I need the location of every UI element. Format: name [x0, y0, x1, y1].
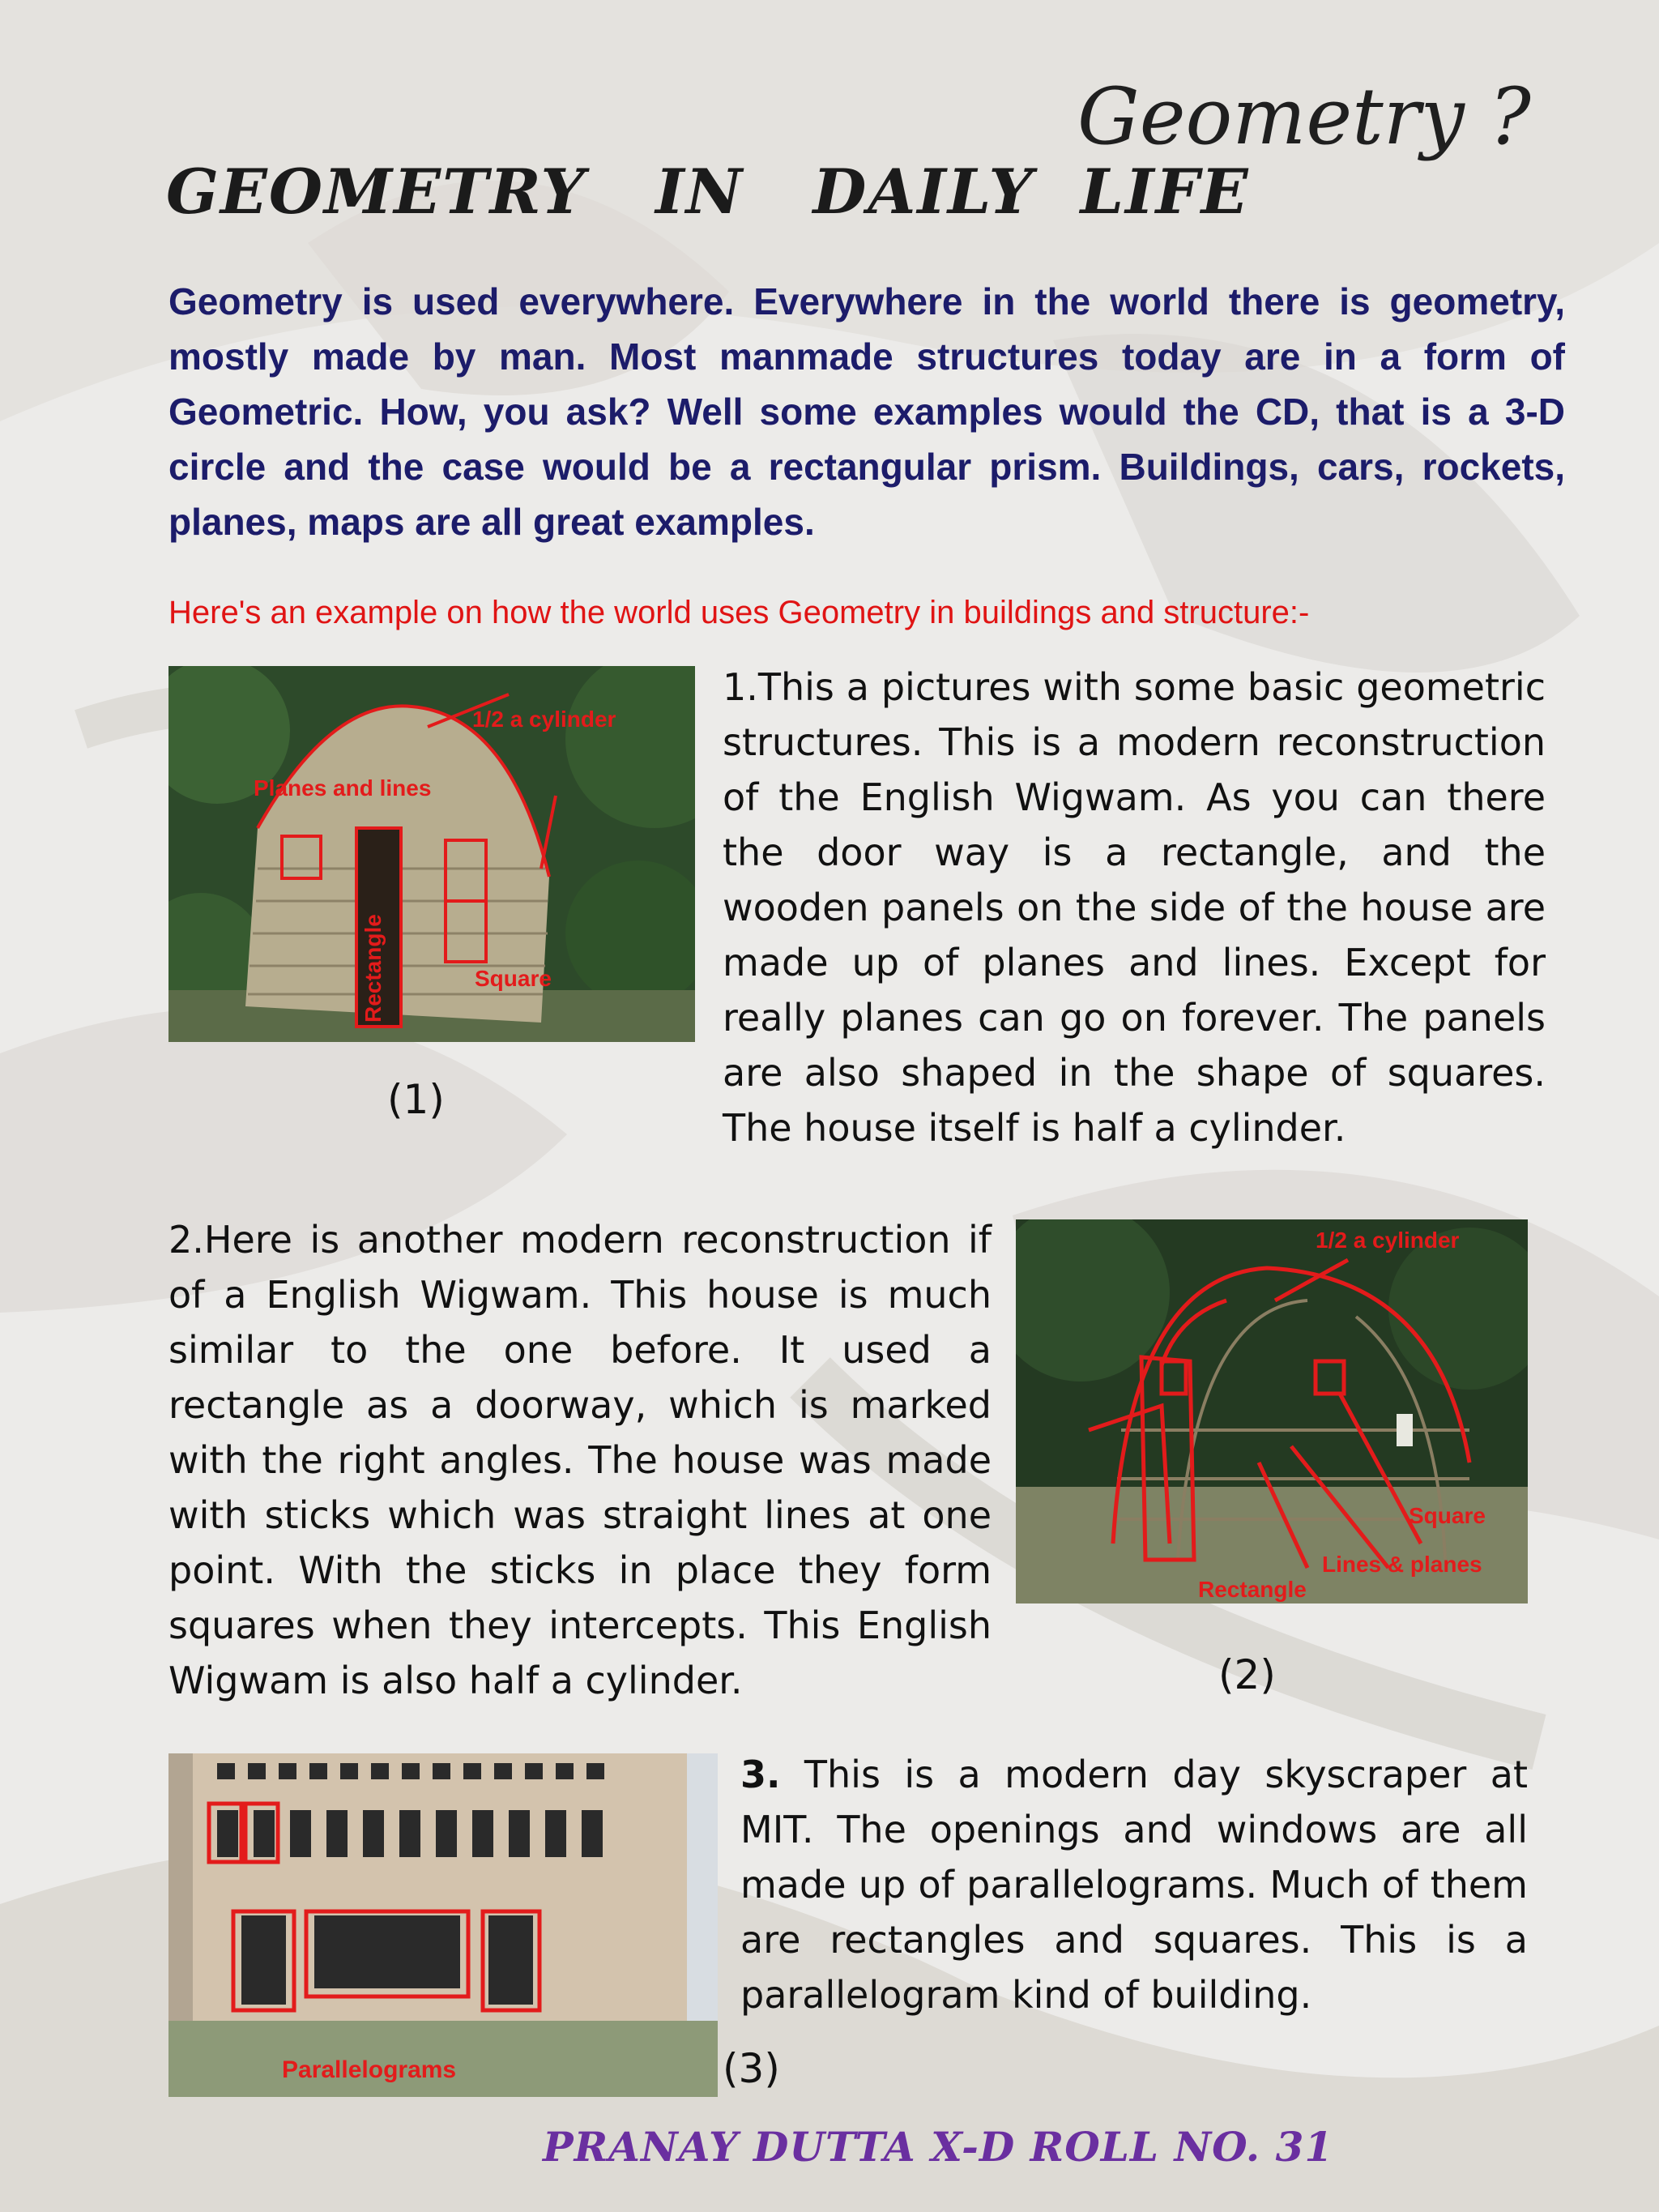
intro-paragraph: Geometry is used everywhere. Everywhere in the world there is geometry, mostly made by man. Most manmade structures today are in a form of Geometric. How, you ask? Well some examples would the CD, that is a 3-D circle and the case would be a rectangular prism. Buildings, cars, rockets, planes, maps are all great examples.: [168, 280, 1565, 543]
wigwam-photo-1: [168, 666, 695, 1042]
section-2-text: 2.Here is another modern reconstruction if of a English Wigwam. This house is much similar to the one before. It used a rectangle as a doorway, which is marked with the right angles. The house was made with sticks which was straight lines at one point. With the sticks in place they form squares when they intercepts. This English Wigwam is also half a cylinder.: [168, 1218, 992, 1702]
section-3-text: [740, 1747, 1528, 2022]
building-photo-3: [168, 1753, 718, 2097]
page-title: GEOMETRY IN DAILY LIFE: [166, 156, 1250, 228]
caption-2: (2): [1218, 1651, 1276, 1698]
wigwam-photo-2: [1016, 1219, 1528, 1603]
corner-title: Geometry ?: [1077, 71, 1531, 162]
label-planes-lines: Planes and lines: [254, 775, 432, 801]
section-3-number: 3.: [740, 1753, 781, 1796]
label-rectangle-2: Rectangle: [1198, 1577, 1307, 1602]
label-square: Square: [475, 966, 552, 991]
label-half-cylinder: 1/2 a cylinder: [472, 707, 616, 732]
section-3-body: This is a modern day skyscraper at MIT. The openings and windows are all made up of parallelograms. Much of them are rectangles and squares. This is a parallelogram kind of building.: [740, 1753, 1528, 2017]
label-parallelograms: Parallelograms: [282, 2056, 457, 2083]
label-half-cylinder-2: 1/2 a cylinder: [1316, 1228, 1460, 1253]
label-rectangle: Rectangle: [360, 914, 386, 1023]
label-lines-planes: Lines & planes: [1322, 1552, 1482, 1577]
author-footer: PRANAY DUTTA X-D ROLL NO. 31: [543, 2123, 1334, 2171]
caption-3: (3): [723, 2045, 780, 2092]
section-1-text: 1.This a pictures with some basic geometric structures. This is a modern reconstruction of the English Wigwam. As you can there the door way is a rectangle, and the wooden panels on the side of the house are made up of planes and lines. Except for really planes can go on forever. The panels are also shaped in the shape of squares. The house itself is half a cylinder.: [723, 665, 1546, 1150]
example-heading: Here's an example on how the world uses Geometry in buildings and structure:-: [168, 595, 1310, 630]
label-square-2: Square: [1409, 1503, 1486, 1528]
caption-1: (1): [387, 1076, 445, 1123]
